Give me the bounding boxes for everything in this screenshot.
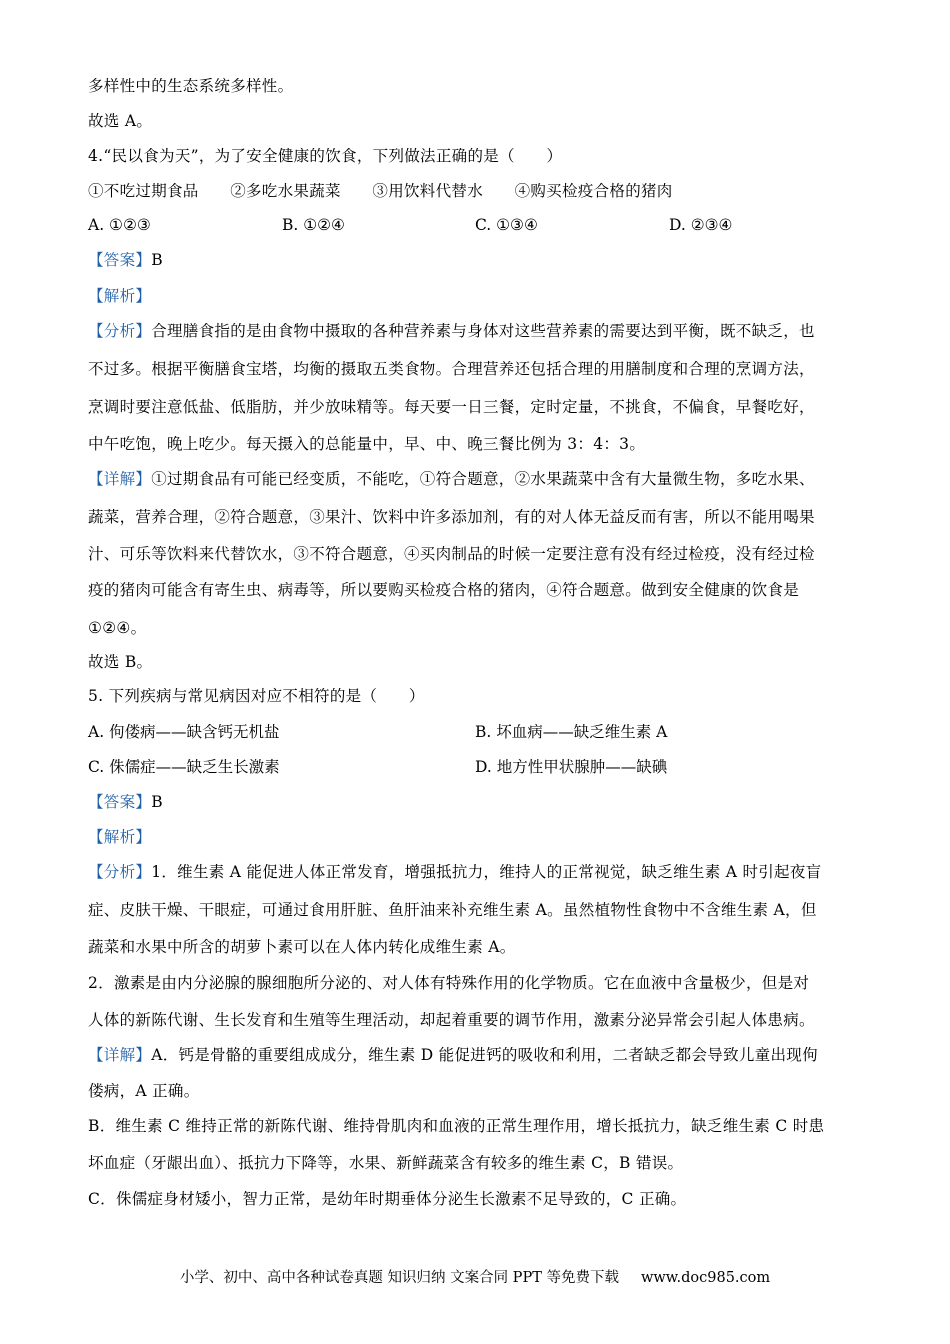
question-4-option-b: B. ①②④ (282, 216, 345, 234)
text-line (88, 1045, 818, 1065)
detail-tag: 【详解】 (88, 470, 152, 488)
text-line: ①②④。 (88, 619, 147, 637)
detail-tag: 【详解】 (88, 1046, 152, 1064)
analysis-tag: 【分析】 (88, 863, 152, 881)
footer-link[interactable]: www.doc985.com (640, 1270, 771, 1286)
answer-value: B (151, 251, 163, 269)
text-line: 故选 A。 (88, 112, 153, 130)
question-4-option-c: C. ①③④ (475, 216, 538, 234)
text-span: ①过期食品有可能已经变质，不能吃，①符合题意，②水果蔬菜中含有大量微生物，多吃水果、 (151, 470, 815, 488)
question-5-option-d: D. 地方性甲状腺肿——缺碘 (475, 758, 668, 776)
text-line (88, 321, 815, 341)
question-4-option-d: D. ②③④ (669, 216, 733, 234)
answer-value: B (151, 793, 163, 811)
text-line: 人体的新陈代谢、生长发育和生殖等生理活动，却起着重要的调节作用，激素分泌异常会引起人体患病。 (88, 1011, 815, 1029)
question-4-answer (88, 250, 163, 270)
text-line: B．维生素 C 维持正常的新陈代谢、维持骨肌肉和血液的正常生理作用，增长抵抗力，缺乏维生素 C 时患 (88, 1117, 825, 1135)
text-line (88, 862, 821, 882)
analysis-heading: 【解析】 (88, 287, 152, 305)
answer-tag: 【答案】 (88, 251, 152, 269)
text-span: A．钙是骨骼的重要组成成分，维生素 D 能促进钙的吸收和利用，二者缺乏都会导致儿童出现佝 (151, 1046, 818, 1064)
text-line: 烹调时要注意低盐、低脂肪，并少放味精等。每天要一日三餐，定时定量，不挑食，不偏食，早餐吃好， (88, 398, 815, 416)
text-line: 不过多。根据平衡膳食宝塔，均衡的摄取五类食物。合理营养还包括合理的用膳制度和合理的烹调方法， (88, 360, 815, 378)
text-line: 症、皮肤干燥、干眼症，可通过食用肝脏、鱼肝油来补充维生素 A。虽然植物性食物中不含维生素 A，但 (88, 901, 817, 919)
text-line: 故选 B。 (88, 653, 153, 671)
text-line: C．侏儒症身材矮小，智力正常，是幼年时期垂体分泌生长激素不足导致的，C 正确。 (88, 1190, 687, 1208)
answer-tag: 【答案】 (88, 793, 152, 811)
question-4-option-a: A. ①②③ (88, 216, 151, 234)
text-line: 蔬菜，营养合理，②符合题意，③果汁、饮料中许多添加剂，有的对人体无益反而有害，所以不能用喝果 (88, 508, 815, 526)
analysis-heading: 【解析】 (88, 828, 152, 846)
text-line: 汁、可乐等饮料来代替饮水，③不符合题意，④买肉制品的时候一定要注意有没有经过检疫，没有经过检 (88, 545, 815, 563)
text-line: 2．激素是由内分泌腺的腺细胞所分泌的、对人体有特殊作用的化学物质。它在血液中含量极少，但是对 (88, 974, 810, 992)
question-5-answer (88, 792, 163, 812)
text-line: 偻病，A 正确。 (88, 1082, 200, 1100)
page-footer (0, 1268, 950, 1288)
question-5-stem: 5. 下列疾病与常见病因对应不相符的是（ ） (88, 687, 425, 705)
text-span: 1．维生素 A 能促进人体正常发育，增强抵抗力，维持人的正常视觉，缺乏维生素 A 时引起夜盲 (151, 863, 822, 881)
question-4-stem: 4.“民以食为天”，为了安全健康的饮食，下列做法正确的是（ ） (88, 147, 563, 165)
question-5-option-b: B. 坏血病——缺乏维生素 A (475, 723, 668, 741)
footer-text: 小学、初中、高中各种试卷真题 知识归纳 文案合同 PPT 等免费下载 (179, 1270, 619, 1286)
question-5-option-a: A. 佝偻病——缺含钙无机盐 (88, 723, 280, 741)
text-span: 合理膳食指的是由食物中摄取的各种营养素与身体对这些营养素的需要达到平衡，既不缺乏，也 (151, 322, 815, 340)
analysis-tag: 【分析】 (88, 322, 152, 340)
question-4-items: ①不吃过期食品 ②多吃水果蔬菜 ③用饮料代替水 ④购买检疫合格的猪肉 (88, 182, 673, 200)
text-line: 疫的猪肉可能含有寄生虫、病毒等，所以要购买检疫合格的猪肉，④符合题意。做到安全健康的饮食是 (88, 581, 800, 599)
question-5-option-c: C. 侏儒症——缺乏生长激素 (88, 758, 280, 776)
text-line: 多样性中的生态系统多样性。 (88, 77, 294, 95)
text-line: 中午吃饱，晚上吃少。每天摄入的总能量中，早、中、晚三餐比例为 3：4：3。 (88, 435, 646, 453)
text-line: 坏血症（牙龈出血）、抵抗力下降等，水果、新鲜蔬菜含有较多的维生素 C，B 错误。 (88, 1154, 684, 1172)
text-line: 蔬菜和水果中所含的胡萝卜素可以在人体内转化成维生素 A。 (88, 938, 516, 956)
text-line (88, 469, 815, 489)
